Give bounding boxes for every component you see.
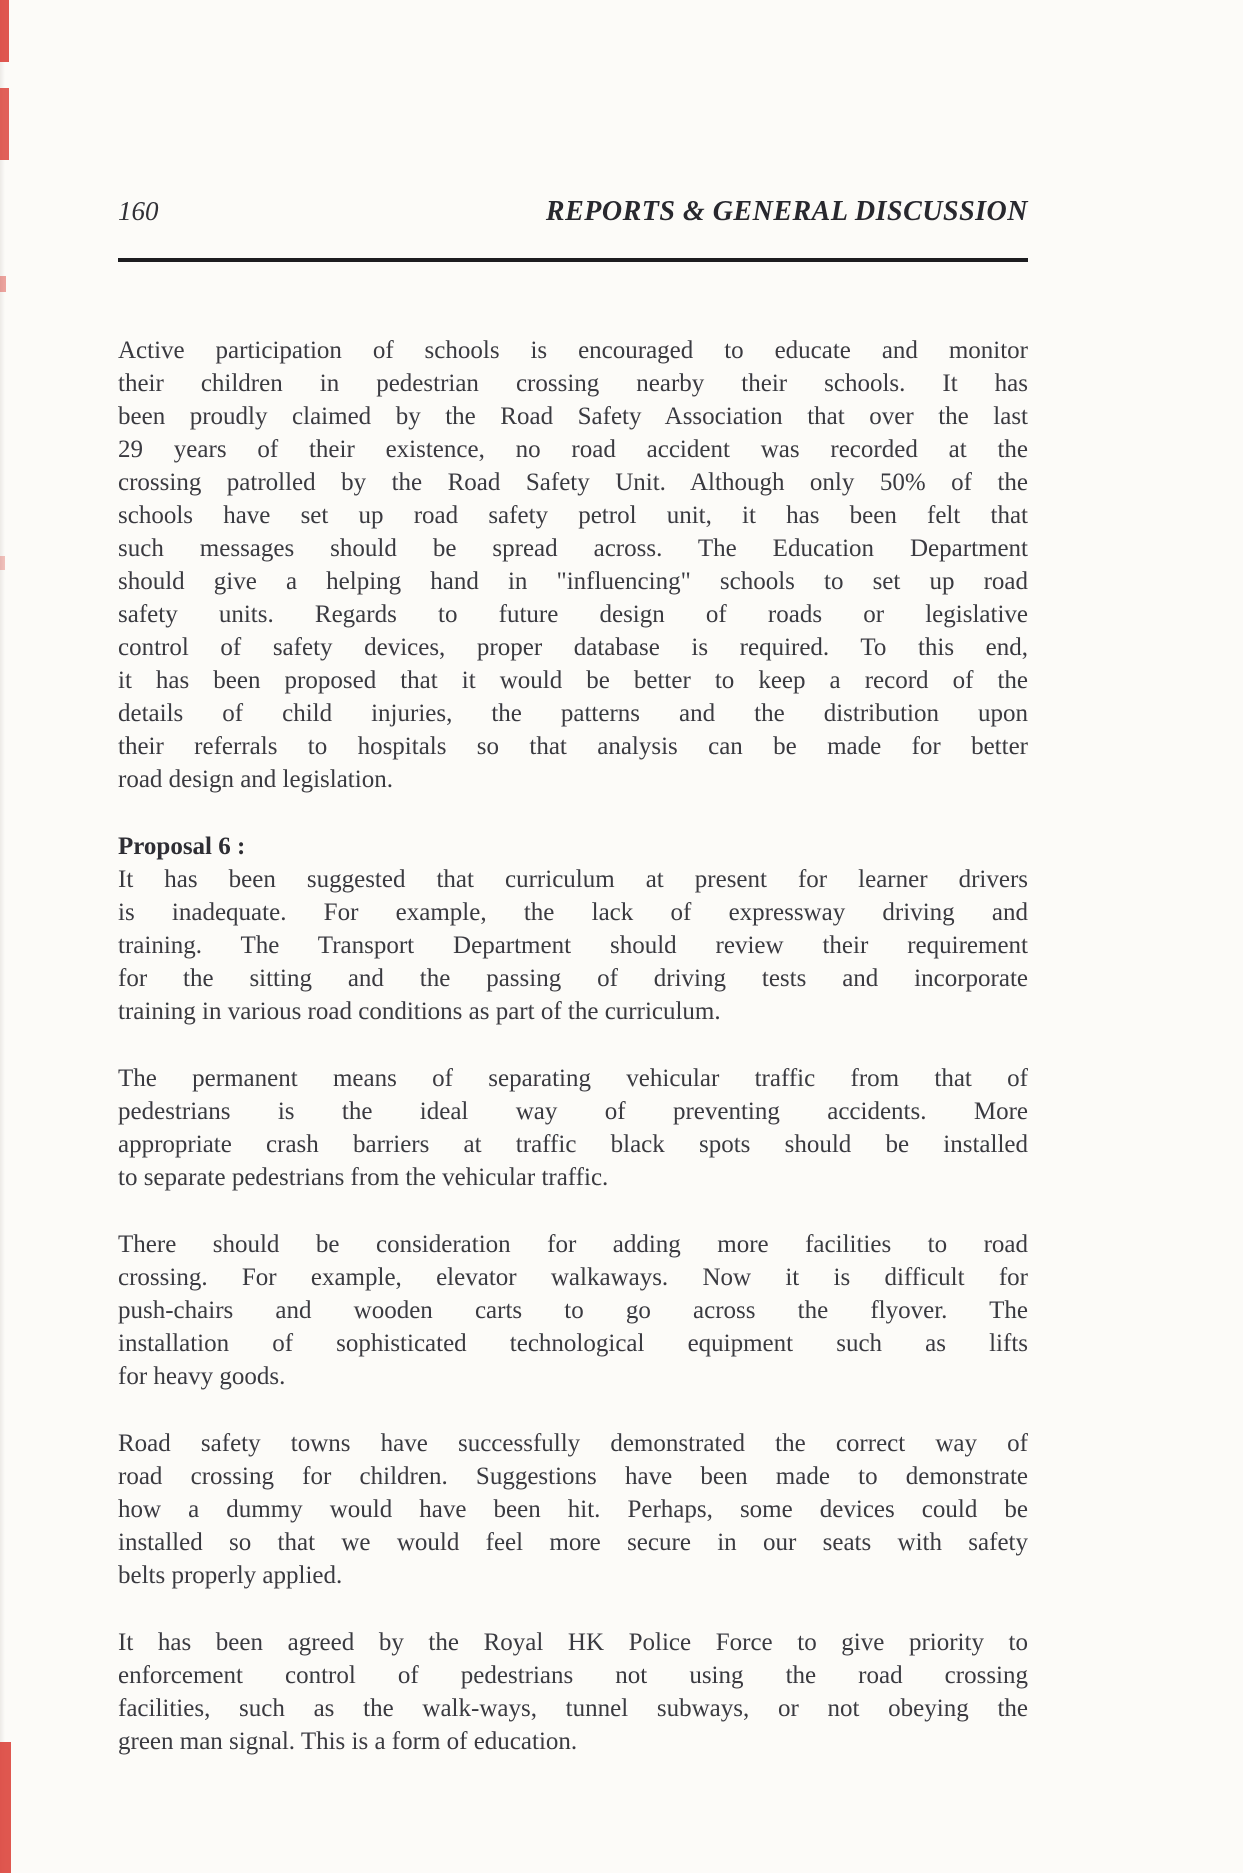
text-line: been proudly claimed by the Road Safety Association that over the last xyxy=(118,403,1028,430)
running-title: REPORTS & GENERAL DISCUSSION xyxy=(545,196,1028,227)
text-line: pedestrians is the ideal way of preventing accidents. More xyxy=(118,1098,1028,1125)
text-line: crossing patrolled by the Road Safety Unit. Although only 50% of the xyxy=(118,469,1028,496)
proposal-6-heading: Proposal 6 : xyxy=(118,833,246,860)
paragraph xyxy=(118,1427,1028,1592)
text-line: for heavy goods. xyxy=(118,1363,286,1390)
text-line: There should be consideration for adding more facilities to road xyxy=(118,1231,1028,1258)
text-line: crossing. For example, elevator walkaways. Now it is difficult for xyxy=(118,1264,1028,1291)
text-line: belts properly applied. xyxy=(118,1562,343,1589)
text-line: 29 years of their existence, no road accident was recorded at the xyxy=(118,436,1028,463)
text-line: their children in pedestrian crossing nearby their schools. It has xyxy=(118,370,1028,397)
red-edge-artifact xyxy=(0,0,9,62)
text-line: installation of sophisticated technological equipment such as lifts xyxy=(118,1330,1028,1357)
text-line: It has been suggested that curriculum at present for learner drivers xyxy=(118,866,1028,893)
text-line: to separate pedestrians from the vehicular traffic. xyxy=(118,1164,609,1191)
text-line: control of safety devices, proper database is required. To this end, xyxy=(118,634,1028,661)
text-line: training. The Transport Department should review their requirement xyxy=(118,932,1028,959)
paragraph xyxy=(118,1626,1028,1758)
text-line: such messages should be spread across. The Education Department xyxy=(118,535,1028,562)
text-line: It has been agreed by the Royal HK Police Force to give priority to xyxy=(118,1629,1028,1656)
text-line: push-chairs and wooden carts to go across the flyover. The xyxy=(118,1297,1028,1324)
text-line: Road safety towns have successfully demonstrated the correct way of xyxy=(118,1430,1028,1457)
red-edge-artifact xyxy=(0,276,6,292)
header-rule xyxy=(118,258,1028,262)
text-line: it has been proposed that it would be better to keep a record of the xyxy=(118,667,1028,694)
text-line: facilities, such as the walk-ways, tunnel subways, or not obeying the xyxy=(118,1695,1028,1722)
text-line: Active participation of schools is encouraged to educate and monitor xyxy=(118,337,1028,364)
text-line: how a dummy would have been hit. Perhaps, some devices could be xyxy=(118,1496,1028,1523)
text-line: details of child injuries, the patterns and the distribution upon xyxy=(118,700,1028,727)
red-edge-artifact xyxy=(0,88,9,160)
paragraph xyxy=(118,1062,1028,1194)
text-line: their referrals to hospitals so that analysis can be made for better xyxy=(118,733,1028,760)
text-line: green man signal. This is a form of education. xyxy=(118,1728,578,1755)
text-line: installed so that we would feel more secure in our seats with safety xyxy=(118,1529,1028,1556)
text-line: should give a helping hand in "influencing" schools to set up road xyxy=(118,568,1028,595)
text-line: training in various road conditions as part of the curriculum. xyxy=(118,998,721,1025)
text-line: The permanent means of separating vehicular traffic from that of xyxy=(118,1065,1028,1092)
paragraph xyxy=(118,1228,1028,1393)
text-line: road design and legislation. xyxy=(118,766,393,793)
text-line: road crossing for children. Suggestions have been made to demonstrate xyxy=(118,1463,1028,1490)
paragraph xyxy=(118,334,1028,796)
text-line: is inadequate. For example, the lack of expressway driving and xyxy=(118,899,1028,926)
text-line: enforcement control of pedestrians not using the road crossing xyxy=(118,1662,1028,1689)
text-line: schools have set up road safety petrol unit, it has been felt that xyxy=(118,502,1028,529)
paragraph xyxy=(118,863,1028,1028)
text-line: safety units. Regards to future design of roads or legislative xyxy=(118,601,1028,628)
page-body xyxy=(118,334,1028,1792)
running-header xyxy=(118,196,1028,228)
page-number: 160 xyxy=(118,196,159,226)
red-edge-artifact xyxy=(0,1742,11,1873)
text-line: appropriate crash barriers at traffic black spots should be installed xyxy=(118,1131,1028,1158)
text-line: for the sitting and the passing of driving tests and incorporate xyxy=(118,965,1028,992)
red-edge-artifact xyxy=(0,556,5,570)
